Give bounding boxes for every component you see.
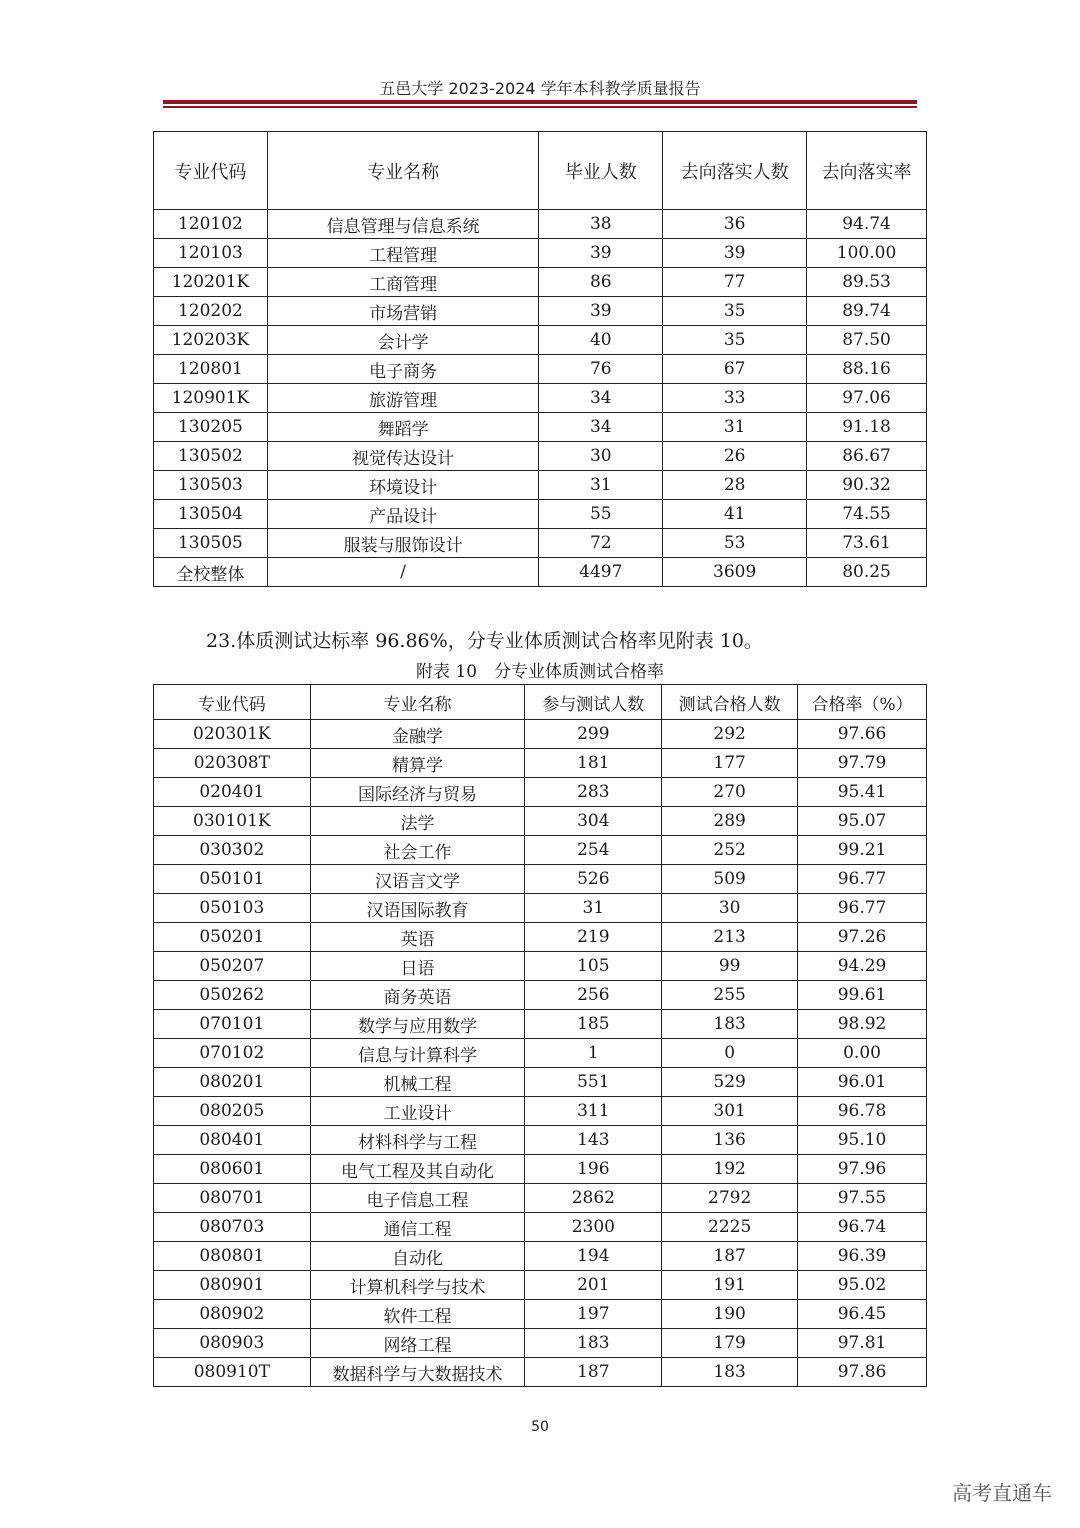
employment-rate-table: [153, 131, 927, 587]
fitness-test-table: [153, 684, 927, 1387]
table-cell: 97.96: [798, 1155, 927, 1184]
table-cell: 050101: [154, 865, 311, 894]
table-cell: 96.77: [798, 894, 927, 923]
table-cell: 130205: [154, 413, 268, 442]
table-header-row: [154, 132, 927, 210]
table-cell: 283: [525, 778, 662, 807]
table-cell: 电气工程及其自动化: [310, 1155, 525, 1184]
table-cell: 105: [525, 952, 662, 981]
table-cell: 30: [539, 442, 663, 471]
table-cell: 95.07: [798, 807, 927, 836]
table-cell: 工商管理: [267, 268, 539, 297]
table-row: [154, 720, 927, 749]
table-cell: 080703: [154, 1213, 311, 1242]
table-row: [154, 807, 927, 836]
table-cell: 130502: [154, 442, 268, 471]
table-row: [154, 1010, 927, 1039]
table-cell: 视觉传达设计: [267, 442, 539, 471]
table-cell: 190: [662, 1300, 798, 1329]
table-row: [154, 558, 927, 587]
table-cell: 526: [525, 865, 662, 894]
table-cell: 产品设计: [267, 500, 539, 529]
table-cell: 90.32: [807, 471, 927, 500]
table-cell: 信息与计算科学: [310, 1039, 525, 1068]
table-cell: 030101K: [154, 807, 311, 836]
table-cell: 213: [662, 923, 798, 952]
table-cell: 120801: [154, 355, 268, 384]
column-header: 专业代码: [154, 132, 268, 210]
page-number: 50: [531, 1419, 549, 1435]
table-cell: 97.81: [798, 1329, 927, 1358]
table-cell: 080201: [154, 1068, 311, 1097]
table-row: [154, 413, 927, 442]
column-header: 专业代码: [154, 685, 311, 720]
table-cell: 计算机科学与技术: [310, 1271, 525, 1300]
table-cell: 97.06: [807, 384, 927, 413]
table-cell: 77: [663, 268, 807, 297]
table-cell: 080910T: [154, 1358, 311, 1387]
header-rule-thin: [163, 106, 917, 108]
table-cell: 电子信息工程: [310, 1184, 525, 1213]
table-cell: 219: [525, 923, 662, 952]
table-cell: 数学与应用数学: [310, 1010, 525, 1039]
table-cell: 183: [662, 1358, 798, 1387]
table-cell: 96.39: [798, 1242, 927, 1271]
table-cell: 050201: [154, 923, 311, 952]
table-cell: 143: [525, 1126, 662, 1155]
table-row: [154, 778, 927, 807]
table-cell: 080701: [154, 1184, 311, 1213]
table-row: [154, 952, 927, 981]
table-cell: 192: [662, 1155, 798, 1184]
table-cell: 26: [663, 442, 807, 471]
table-cell: 商务英语: [310, 981, 525, 1010]
table-cell: 精算学: [310, 749, 525, 778]
column-header: 专业名称: [267, 132, 539, 210]
table-cell: 36: [663, 210, 807, 239]
table-row: [154, 1300, 927, 1329]
table-caption: 附表 10 分专业体质测试合格率: [415, 662, 665, 682]
table-cell: 2792: [662, 1184, 798, 1213]
table-row: [154, 210, 927, 239]
table-row: [154, 471, 927, 500]
table-cell: 35: [663, 326, 807, 355]
table-cell: 96.01: [798, 1068, 927, 1097]
table-cell: 120901K: [154, 384, 268, 413]
table-row: [154, 749, 927, 778]
table-row: [154, 1213, 927, 1242]
table-row: [154, 923, 927, 952]
table-cell: 机械工程: [310, 1068, 525, 1097]
table-cell: 080401: [154, 1126, 311, 1155]
table-cell: 88.16: [807, 355, 927, 384]
table-cell: 1: [525, 1039, 662, 1068]
table-cell: 050207: [154, 952, 311, 981]
table-cell: 194: [525, 1242, 662, 1271]
table-cell: 2862: [525, 1184, 662, 1213]
table-cell: 英语: [310, 923, 525, 952]
table-cell: 97.66: [798, 720, 927, 749]
table-row: [154, 836, 927, 865]
table-row: [154, 1184, 927, 1213]
table-row: [154, 1358, 927, 1387]
table-cell: 99.61: [798, 981, 927, 1010]
table-cell: 256: [525, 981, 662, 1010]
table-cell: 97.86: [798, 1358, 927, 1387]
table-row: [154, 894, 927, 923]
table-row: [154, 529, 927, 558]
table-header-row: [154, 685, 927, 720]
table-cell: 31: [663, 413, 807, 442]
watermark: 高考直通车: [952, 1481, 1052, 1505]
column-header: 参与测试人数: [525, 685, 662, 720]
column-header: 去向落实率: [807, 132, 927, 210]
table-cell: 020308T: [154, 749, 311, 778]
table-cell: 工业设计: [310, 1097, 525, 1126]
table-cell: 80.25: [807, 558, 927, 587]
table-cell: 030302: [154, 836, 311, 865]
table-cell: 96.45: [798, 1300, 927, 1329]
table-cell: 会计学: [267, 326, 539, 355]
table-cell: 020401: [154, 778, 311, 807]
table-cell: 金融学: [310, 720, 525, 749]
table-cell: 工程管理: [267, 239, 539, 268]
table-cell: 120202: [154, 297, 268, 326]
page-header-title: 五邑大学 2023-2024 学年本科教学质量报告: [379, 79, 701, 98]
table-cell: 87.50: [807, 326, 927, 355]
table-cell: 191: [662, 1271, 798, 1300]
header-rule: [163, 100, 917, 104]
table-row: [154, 981, 927, 1010]
table-row: [154, 355, 927, 384]
table-cell: 120201K: [154, 268, 268, 297]
table-cell: 35: [663, 297, 807, 326]
table-cell: 自动化: [310, 1242, 525, 1271]
table-cell: 舞蹈学: [267, 413, 539, 442]
column-header: 测试合格人数: [662, 685, 798, 720]
fitness-paragraph: 23.体质测试达标率 96.86%，分专业体质测试合格率见附表 10。: [206, 630, 763, 652]
table-cell: 080601: [154, 1155, 311, 1184]
table-cell: 96.74: [798, 1213, 927, 1242]
table-cell: 4497: [539, 558, 663, 587]
table-cell: 95.02: [798, 1271, 927, 1300]
table-cell: 环境设计: [267, 471, 539, 500]
table-cell: 96.78: [798, 1097, 927, 1126]
table-cell: 95.10: [798, 1126, 927, 1155]
table-cell: 311: [525, 1097, 662, 1126]
table-cell: 95.41: [798, 778, 927, 807]
table-cell: 120102: [154, 210, 268, 239]
table-cell: 299: [525, 720, 662, 749]
table-cell: 99: [662, 952, 798, 981]
table-cell: 080901: [154, 1271, 311, 1300]
table-cell: 91.18: [807, 413, 927, 442]
table-cell: 34: [539, 384, 663, 413]
table-cell: 旅游管理: [267, 384, 539, 413]
table-cell: 55: [539, 500, 663, 529]
table-cell: 270: [662, 778, 798, 807]
table-cell: 050103: [154, 894, 311, 923]
table-cell: 全校整体: [154, 558, 268, 587]
table-row: [154, 268, 927, 297]
table-cell: 255: [662, 981, 798, 1010]
table-cell: 73.61: [807, 529, 927, 558]
table-cell: 31: [525, 894, 662, 923]
table-cell: 34: [539, 413, 663, 442]
table-cell: 070101: [154, 1010, 311, 1039]
table-row: [154, 1271, 927, 1300]
table-cell: 39: [663, 239, 807, 268]
table-cell: 28: [663, 471, 807, 500]
table-cell: 97.26: [798, 923, 927, 952]
table-cell: 汉语言文学: [310, 865, 525, 894]
table-cell: 289: [662, 807, 798, 836]
column-header: 毕业人数: [539, 132, 663, 210]
table-row: [154, 1068, 927, 1097]
table-cell: 183: [525, 1329, 662, 1358]
table-row: [154, 1097, 927, 1126]
table-cell: 服装与服饰设计: [267, 529, 539, 558]
table-cell: 020301K: [154, 720, 311, 749]
table-cell: 292: [662, 720, 798, 749]
table-cell: 181: [525, 749, 662, 778]
table-cell: 120203K: [154, 326, 268, 355]
column-header: 合格率（%）: [798, 685, 927, 720]
table-cell: 通信工程: [310, 1213, 525, 1242]
table-row: [154, 1155, 927, 1184]
table-cell: 179: [662, 1329, 798, 1358]
table-row: [154, 384, 927, 413]
table-cell: 日语: [310, 952, 525, 981]
table-cell: 39: [539, 239, 663, 268]
table-cell: 2300: [525, 1213, 662, 1242]
table-cell: 社会工作: [310, 836, 525, 865]
table-row: [154, 326, 927, 355]
table-row: [154, 865, 927, 894]
table-cell: 197: [525, 1300, 662, 1329]
table-cell: 136: [662, 1126, 798, 1155]
table-cell: 080903: [154, 1329, 311, 1358]
table-cell: 185: [525, 1010, 662, 1039]
table-cell: 53: [663, 529, 807, 558]
table-cell: 74.55: [807, 500, 927, 529]
table-cell: 304: [525, 807, 662, 836]
table-cell: 国际经济与贸易: [310, 778, 525, 807]
table-row: [154, 500, 927, 529]
table-cell: 软件工程: [310, 1300, 525, 1329]
table-cell: 3609: [663, 558, 807, 587]
table-row: [154, 239, 927, 268]
table-row: [154, 1242, 927, 1271]
table-cell: 120103: [154, 239, 268, 268]
table-cell: 41: [663, 500, 807, 529]
table-cell: 254: [525, 836, 662, 865]
table-cell: 数据科学与大数据技术: [310, 1358, 525, 1387]
table-cell: 201: [525, 1271, 662, 1300]
table-cell: 汉语国际教育: [310, 894, 525, 923]
table-cell: 86.67: [807, 442, 927, 471]
table-row: [154, 297, 927, 326]
table-cell: 0.00: [798, 1039, 927, 1068]
table-cell: 551: [525, 1068, 662, 1097]
table-cell: 电子商务: [267, 355, 539, 384]
table-cell: 070102: [154, 1039, 311, 1068]
table-row: [154, 1329, 927, 1358]
table-cell: 130503: [154, 471, 268, 500]
table-cell: 31: [539, 471, 663, 500]
table-cell: 市场营销: [267, 297, 539, 326]
table-cell: 509: [662, 865, 798, 894]
table-cell: 2225: [662, 1213, 798, 1242]
table-cell: 33: [663, 384, 807, 413]
table-cell: 网络工程: [310, 1329, 525, 1358]
table-cell: 89.74: [807, 297, 927, 326]
table-cell: 94.74: [807, 210, 927, 239]
table-cell: 38: [539, 210, 663, 239]
table-cell: 材料科学与工程: [310, 1126, 525, 1155]
table-cell: 信息管理与信息系统: [267, 210, 539, 239]
table-cell: /: [267, 558, 539, 587]
column-header: 去向落实人数: [663, 132, 807, 210]
table-cell: 0: [662, 1039, 798, 1068]
table-row: [154, 1039, 927, 1068]
table-cell: 76: [539, 355, 663, 384]
table-cell: 法学: [310, 807, 525, 836]
table-cell: 177: [662, 749, 798, 778]
column-header: 专业名称: [310, 685, 525, 720]
table-cell: 187: [525, 1358, 662, 1387]
table-cell: 130504: [154, 500, 268, 529]
table-cell: 183: [662, 1010, 798, 1039]
table-row: [154, 1126, 927, 1155]
table-cell: 40: [539, 326, 663, 355]
table-cell: 98.92: [798, 1010, 927, 1039]
table-cell: 72: [539, 529, 663, 558]
table-cell: 100.00: [807, 239, 927, 268]
table-cell: 301: [662, 1097, 798, 1126]
table-cell: 86: [539, 268, 663, 297]
table-cell: 196: [525, 1155, 662, 1184]
table-cell: 89.53: [807, 268, 927, 297]
table-cell: 252: [662, 836, 798, 865]
table-cell: 39: [539, 297, 663, 326]
table-cell: 97.55: [798, 1184, 927, 1213]
table-cell: 529: [662, 1068, 798, 1097]
table-cell: 050262: [154, 981, 311, 1010]
table-cell: 99.21: [798, 836, 927, 865]
table-cell: 94.29: [798, 952, 927, 981]
table-cell: 080205: [154, 1097, 311, 1126]
table-cell: 97.79: [798, 749, 927, 778]
table-cell: 080902: [154, 1300, 311, 1329]
table-cell: 130505: [154, 529, 268, 558]
table-cell: 30: [662, 894, 798, 923]
table-cell: 187: [662, 1242, 798, 1271]
table-cell: 67: [663, 355, 807, 384]
table-row: [154, 442, 927, 471]
table-cell: 080801: [154, 1242, 311, 1271]
table-cell: 96.77: [798, 865, 927, 894]
